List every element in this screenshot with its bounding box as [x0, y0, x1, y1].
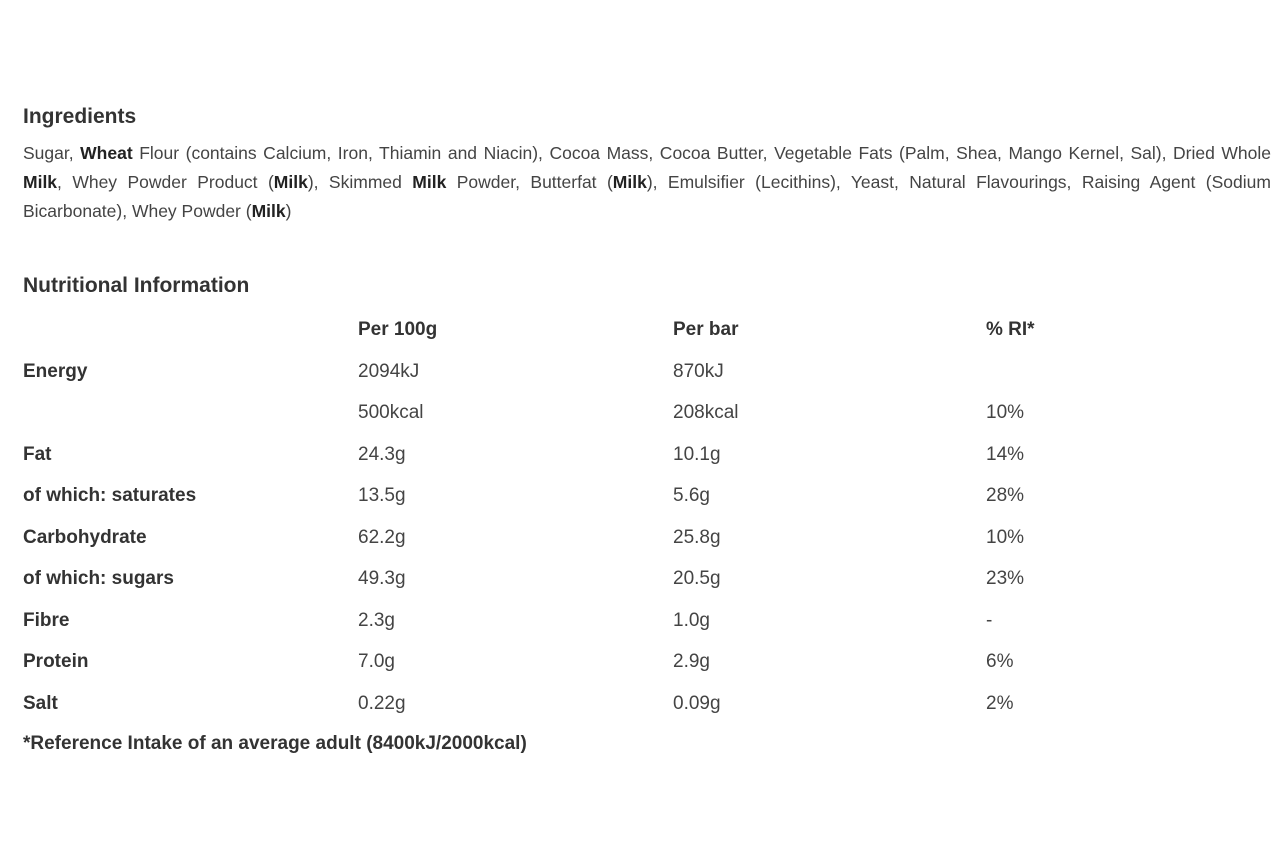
- ri-percent: 2%: [986, 692, 1014, 714]
- nutrition-header-row: [23, 312, 1223, 354]
- ingredient-text-segment: ), Emulsifier (Lecithins), Yeast, Natural Flavourings, Raising Agent (Sodium Bicarbonate), Whey Powder (: [23, 172, 1271, 221]
- column-header-per-100g: Per 100g: [358, 319, 438, 340]
- ingredient-text-segment: , Whey Powder Product (: [57, 172, 274, 192]
- allergen-highlight: Milk: [23, 172, 58, 192]
- nutrition-row: [23, 478, 1223, 520]
- ingredient-text-segment: Sugar,: [23, 143, 81, 163]
- per-100g-value: 7.0g: [358, 651, 395, 672]
- per-bar-value: 25.8g: [673, 526, 721, 548]
- ingredient-text-segment: Powder, Butterfat (: [446, 172, 613, 192]
- nutrition-row: [23, 603, 1223, 645]
- per-100g-value: 24.3g: [358, 443, 406, 465]
- allergen-highlight: Milk: [412, 172, 447, 192]
- per-bar-value: 20.5g: [673, 568, 721, 589]
- per-bar-value: 5.6g: [673, 485, 710, 506]
- nutrient-name: Protein: [23, 651, 89, 672]
- allergen-highlight: Milk: [612, 172, 647, 192]
- per-bar-value: 2.9g: [673, 651, 710, 672]
- ri-percent: 6%: [986, 651, 1014, 672]
- ingredients-text: [23, 139, 1271, 226]
- per-bar-value: 0.09g: [673, 692, 721, 714]
- nutrition-row: [23, 644, 1223, 686]
- per-100g-value: 13.5g: [358, 485, 406, 506]
- nutrient-name: Fat: [23, 443, 52, 465]
- ingredients-heading: Ingredients: [23, 105, 137, 128]
- ri-percent: 28%: [986, 485, 1025, 506]
- ri-percent: 23%: [986, 568, 1025, 589]
- ri-percent: 10%: [986, 526, 1025, 548]
- nutrient-name: Energy: [23, 360, 88, 382]
- nutrient-name: of which: sugars: [23, 568, 174, 589]
- per-100g-value: 2.3g: [358, 609, 395, 631]
- column-header-ri: % RI*: [986, 319, 1035, 340]
- ri-percent: 14%: [986, 443, 1025, 465]
- ri-percent: -: [986, 609, 993, 631]
- per-100g-value: 62.2g: [358, 526, 406, 548]
- nutrition-row: [23, 520, 1223, 562]
- reference-intake-footnote: *Reference Intake of an average adult (8400kJ/2000kcal): [23, 733, 527, 754]
- nutrition-row: [23, 395, 1223, 437]
- per-100g-value: 500kcal: [358, 402, 424, 423]
- allergen-highlight: Wheat: [80, 143, 133, 163]
- per-bar-value: 10.1g: [673, 443, 721, 465]
- nutrient-name: of which: saturates: [23, 485, 197, 506]
- per-bar-value: 208kcal: [673, 402, 739, 423]
- nutrition-row: [23, 354, 1223, 396]
- per-bar-value: 1.0g: [673, 609, 710, 631]
- per-100g-value: 2094kJ: [358, 360, 420, 382]
- ri-percent: 10%: [986, 402, 1025, 423]
- allergen-highlight: Milk: [251, 201, 286, 221]
- ingredient-text-segment: ), Skimmed: [307, 172, 413, 192]
- nutrition-row: [23, 561, 1223, 603]
- nutrient-name: Carbohydrate: [23, 526, 147, 548]
- nutrition-table: [23, 312, 1223, 727]
- nutrition-row: [23, 686, 1223, 728]
- nutrition-row: [23, 437, 1223, 479]
- ingredient-text-segment: ): [285, 201, 292, 221]
- nutrient-name: Fibre: [23, 609, 70, 631]
- ingredient-text-segment: Flour (contains Calcium, Iron, Thiamin and Niacin), Cocoa Mass, Cocoa Butter, Vegetable Fats (Palm, Shea, Mango Kernel, Sal), Dried Whole: [132, 143, 1271, 163]
- per-bar-value: 870kJ: [673, 360, 724, 382]
- allergen-highlight: Milk: [273, 172, 308, 192]
- column-header-per-bar: Per bar: [673, 319, 739, 340]
- nutrient-name: Salt: [23, 692, 58, 714]
- nutrition-heading: Nutritional Information: [23, 274, 250, 297]
- per-100g-value: 0.22g: [358, 692, 406, 714]
- per-100g-value: 49.3g: [358, 568, 406, 589]
